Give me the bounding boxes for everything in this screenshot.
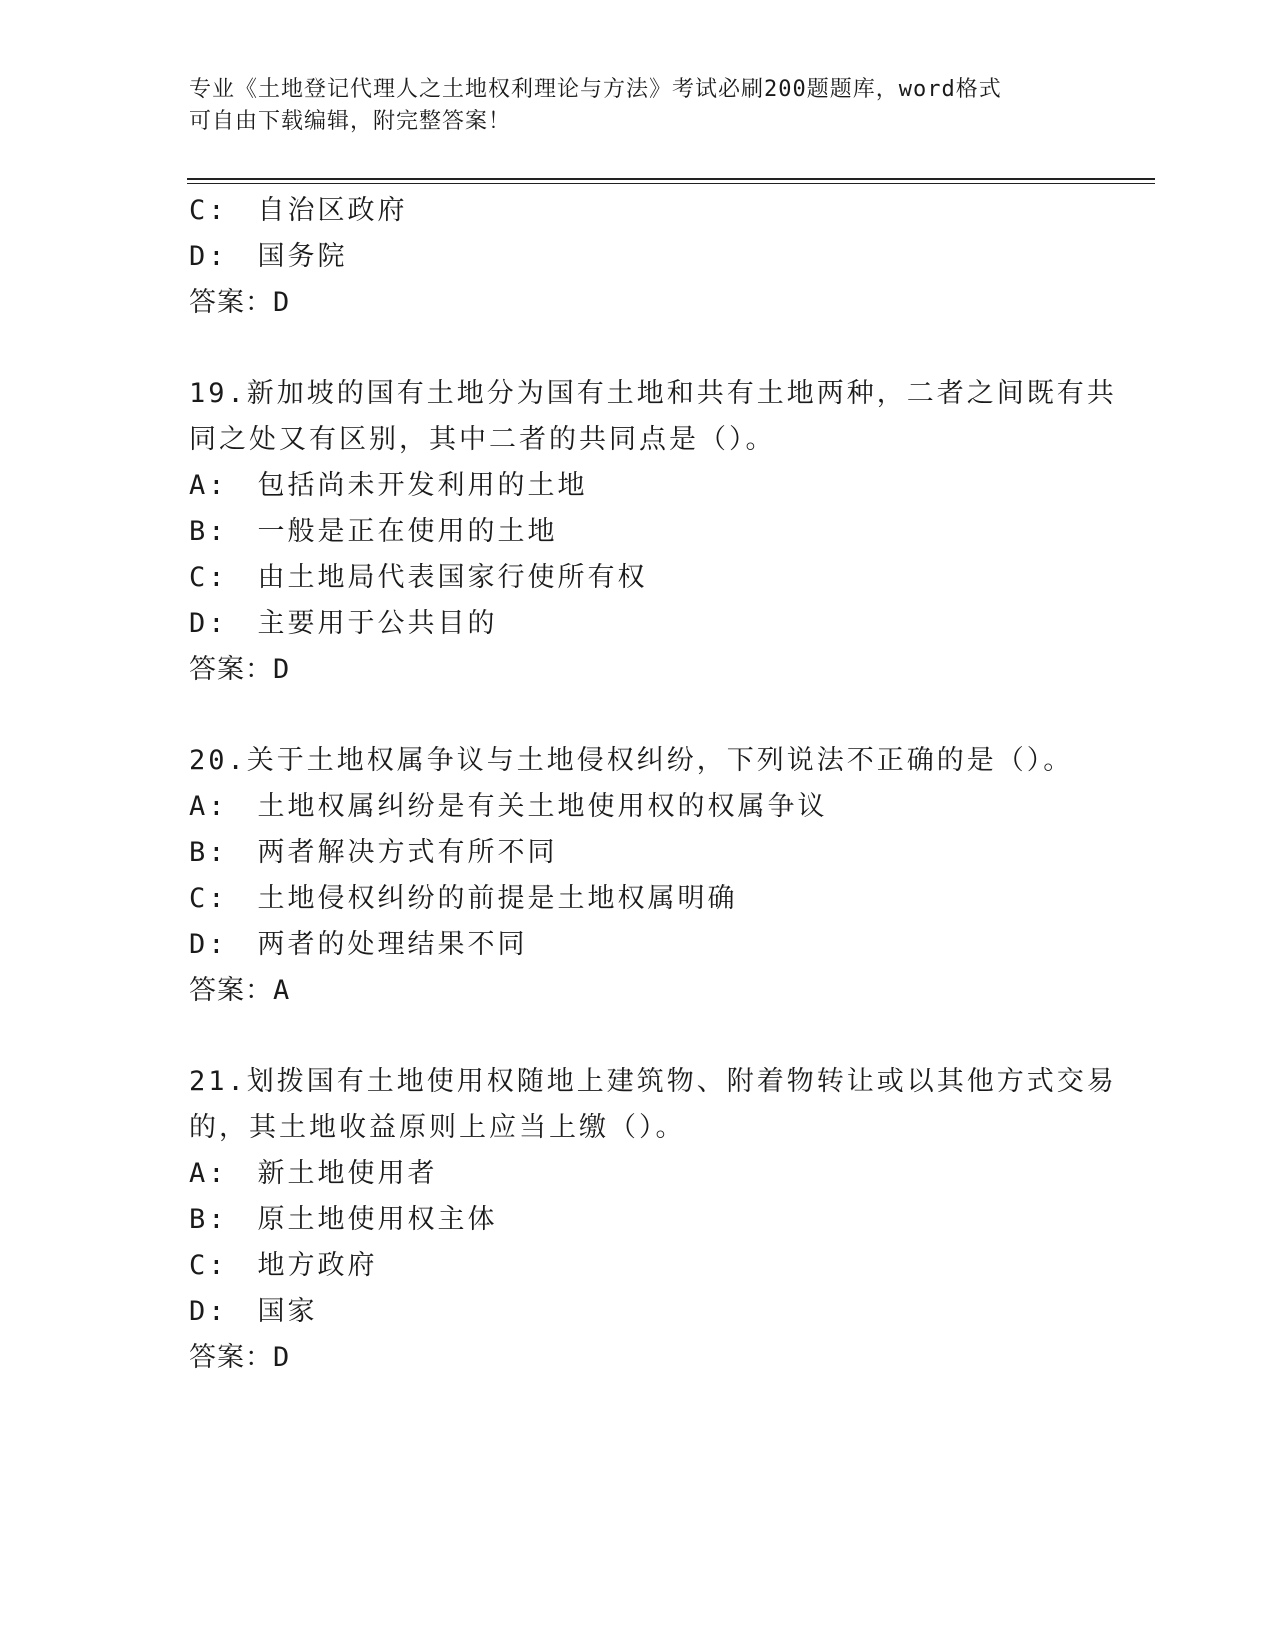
header-divider-thin xyxy=(187,183,1155,184)
answer-line xyxy=(189,1335,1089,1381)
question-19 xyxy=(189,371,1117,693)
option-a: A: 新土地使用者 xyxy=(189,1158,438,1189)
question-18-continuation xyxy=(189,188,1089,326)
answer-line xyxy=(189,280,1089,326)
question-20 xyxy=(189,738,1089,1014)
option-d: D: 国家 xyxy=(189,1296,318,1327)
answer-label: 答案： xyxy=(189,975,273,1006)
spacer xyxy=(189,693,1089,738)
spacer xyxy=(189,326,1089,371)
option-a: A: 包括尚未开发利用的土地 xyxy=(189,470,588,501)
option-c: C: 土地侵权纠纷的前提是土地权属明确 xyxy=(189,883,738,914)
option-b: B: 两者解决方式有所不同 xyxy=(189,837,558,868)
option-a: A: 土地权属纠纷是有关土地使用权的权属争议 xyxy=(189,791,828,822)
option-d: D: 国务院 xyxy=(189,241,348,272)
option-c: C: 地方政府 xyxy=(189,1250,378,1281)
answer-label: 答案： xyxy=(189,1342,273,1373)
question-21 xyxy=(189,1059,1117,1381)
answer-label: 答案： xyxy=(189,654,273,685)
question-title-line: 的，其土地收益原则上应当上缴（）。 xyxy=(189,1112,686,1143)
header-line-1: 专业《土地登记代理人之土地权利理论与方法》考试必刷200题题库，word格式 xyxy=(189,77,1002,102)
answer-value: D xyxy=(273,654,291,685)
answer-line xyxy=(189,647,1089,693)
question-title-line: 同之处又有区别，其中二者的共同点是（）。 xyxy=(189,424,776,455)
option-c: C: 自治区政府 xyxy=(189,195,408,226)
question-title-line: 21.划拨国有土地使用权随地上建筑物、附着物转让或以其他方式交易 xyxy=(189,1066,1117,1097)
option-b: B: 原土地使用权主体 xyxy=(189,1204,498,1235)
header-line-2: 可自由下载编辑，附完整答案！ xyxy=(189,109,512,134)
question-title xyxy=(189,738,1089,784)
answer-line xyxy=(189,968,1089,1014)
option-c: C: 由土地局代表国家行使所有权 xyxy=(189,562,648,593)
option-d: D: 主要用于公共目的 xyxy=(189,608,498,639)
option-d: D: 两者的处理结果不同 xyxy=(189,929,528,960)
option-b: B: 一般是正在使用的土地 xyxy=(189,516,558,547)
header-divider-thick xyxy=(187,178,1155,180)
question-list xyxy=(189,188,1117,1381)
question-title xyxy=(189,371,1117,463)
answer-label: 答案： xyxy=(189,287,273,318)
answer-value: A xyxy=(273,975,291,1006)
answer-value: D xyxy=(273,287,291,318)
answer-value: D xyxy=(273,1342,291,1373)
question-title-line: 20.关于土地权属争议与土地侵权纠纷，下列说法不正确的是（）。 xyxy=(189,745,1074,776)
spacer xyxy=(189,1014,1089,1059)
question-title xyxy=(189,1059,1117,1151)
question-title-line: 19.新加坡的国有土地分为国有土地和共有土地两种，二者之间既有共 xyxy=(189,378,1117,409)
document-header xyxy=(189,74,1069,138)
